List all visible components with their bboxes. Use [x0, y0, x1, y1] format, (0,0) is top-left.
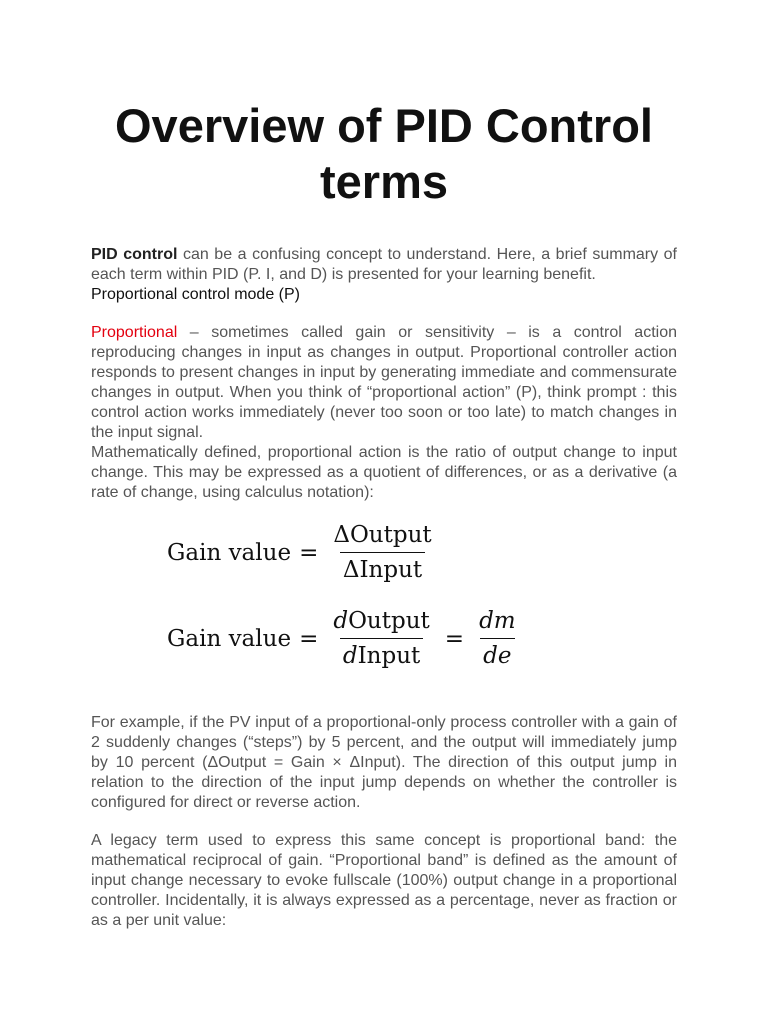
- eq1-denominator: ΔInput: [340, 552, 425, 584]
- eq1-lhs: Gain value: [167, 539, 292, 566]
- intro-bold-term: PID control: [91, 246, 178, 263]
- proportional-paragraph: [91, 323, 677, 443]
- eq1-equals: =: [299, 539, 319, 566]
- eq1-fraction: [330, 521, 434, 584]
- eq2-numerator: [330, 607, 432, 638]
- equation-difference-quotient: [167, 521, 439, 584]
- intro-text: can be a confusing concept to understand. Here, a brief summary of each term within PID (P. I, and D) is presented for your learning benefit.: [91, 246, 677, 283]
- spacer: [91, 813, 677, 831]
- eq2-fraction: [330, 607, 432, 670]
- eq2-equals: =: [299, 625, 319, 652]
- eq2-numerator-2: dm: [479, 608, 516, 634]
- eq2-lhs: Gain value: [167, 625, 292, 652]
- eq2-num-d: d: [333, 608, 349, 634]
- math-intro-paragraph: Mathematically defined, proportional action is the ratio of output change to input change. This may be expressed as a quotient of differences, or as a derivative (a rate of change, using calculus notation):: [91, 444, 677, 501]
- page-title: Overview of PID Control terms: [115, 99, 653, 208]
- equation-derivative: [167, 607, 523, 670]
- proportional-highlight: Proportional: [91, 324, 178, 341]
- spacer: [91, 305, 677, 323]
- eq2-denominator-2: de: [480, 638, 514, 670]
- eq2-den-d: d: [342, 643, 358, 669]
- legacy-paragraph: A legacy term used to express this same concept is proportional band: the mathematical reciprocal of gain. “Proportional band” is defined as the amount of input change necessary to evoke fullscale (100%) output change in a proportional controller. Incidentally, it is always expressed as a percentage, never as fraction or as a per unit value:: [91, 832, 677, 929]
- example-paragraph: For example, if the PV input of a proportional-only process controller with a gain of 2 suddenly changes (“steps”) by 5 percent, and the output will immediately jump by 10 percent (ΔOutput = Gain × ΔInput). The direction of this output jump in relation to the direction of the input jump depends on whether the controller is configured for direct or reverse action.: [91, 714, 677, 811]
- eq2-equals-2: =: [444, 625, 465, 652]
- proportional-text: – sometimes called gain or sensitivity – is a control action reproducing changes in input as changes in output. Proportional controller action responds to present changes in input by generating immediate and commensurate changes in output. When you think of “proportional action” (P), think prompt : this control action works immediately (never too soon or too late) to match changes in the input signal.: [91, 324, 677, 441]
- equations-block: [91, 503, 677, 713]
- eq2-den-rest: Input: [357, 643, 421, 669]
- eq1-numerator: ΔOutput: [333, 522, 432, 548]
- document-body: [91, 245, 677, 931]
- eq2-num-rest: Output: [348, 608, 430, 634]
- eq2-fraction-2: [476, 607, 519, 670]
- eq2-denominator: [340, 638, 423, 670]
- section-heading: Proportional control mode (P): [91, 286, 300, 303]
- intro-paragraph: [91, 245, 677, 285]
